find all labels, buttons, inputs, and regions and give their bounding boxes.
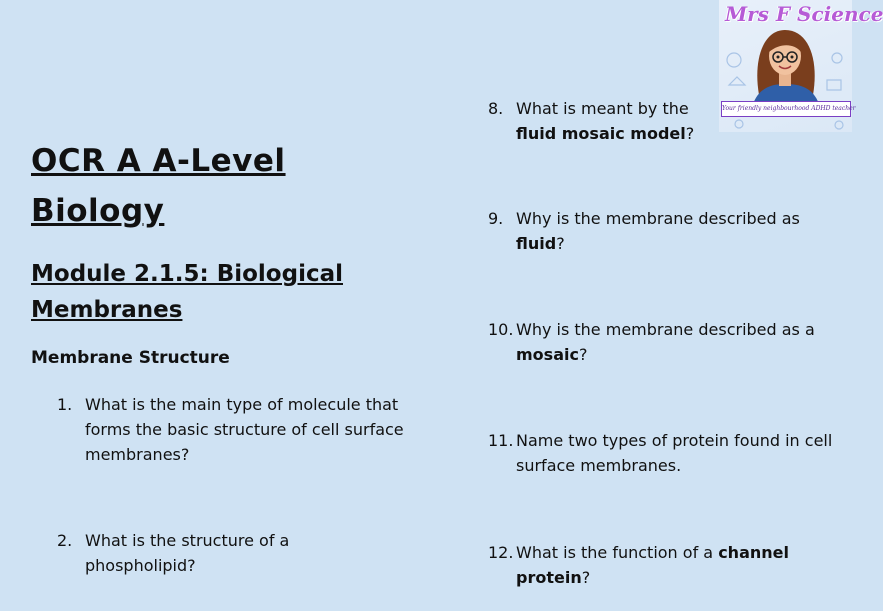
module-line-2: Membranes [31,297,183,323]
question-number: 10. [488,320,514,339]
question-text: What is the structure of a phospholipid? [85,531,290,575]
module-line-1: Module 2.1.5: Biological [31,261,343,287]
logo-tagline: Your friendly neighbourhood ADHD teacher [721,101,851,117]
key-term: fluid [516,234,557,253]
question-item [488,96,736,146]
section-heading: Membrane Structure [31,348,230,368]
key-term: fluid mosaic model [516,124,686,143]
question-item [488,428,846,478]
logo [719,0,883,132]
question-item [57,392,425,467]
question-text: What is the main type of molecule that forms the basic structure of cell surface membranes? [85,395,404,464]
logo-title: Mrs F Science [725,2,883,26]
title-line-2: Biology [31,193,165,229]
question-item [57,528,385,578]
question-number: 11. [488,431,514,450]
question-number: 1. [57,395,73,414]
question-text: Why is the membrane described as a mosaic? [516,320,815,364]
key-term: mosaic [516,345,579,364]
question-item [488,206,856,256]
question-text: What is the function of a channel protein? [516,543,789,587]
question-number: 12. [488,543,514,562]
question-item [488,540,856,590]
module-heading [31,256,391,328]
title-line-1: OCR A A-Level [31,143,286,179]
question-text: What is meant by the fluid mosaic model? [516,99,695,143]
question-number: 9. [488,209,504,228]
question-number: 8. [488,99,504,118]
question-item [488,317,861,367]
key-term: channel protein [516,543,789,587]
question-text: Name two types of protein found in cell surface membranes. [516,431,833,475]
question-number: 2. [57,531,73,550]
question-text: Why is the membrane described as fluid? [516,209,800,253]
page-title [31,136,351,236]
